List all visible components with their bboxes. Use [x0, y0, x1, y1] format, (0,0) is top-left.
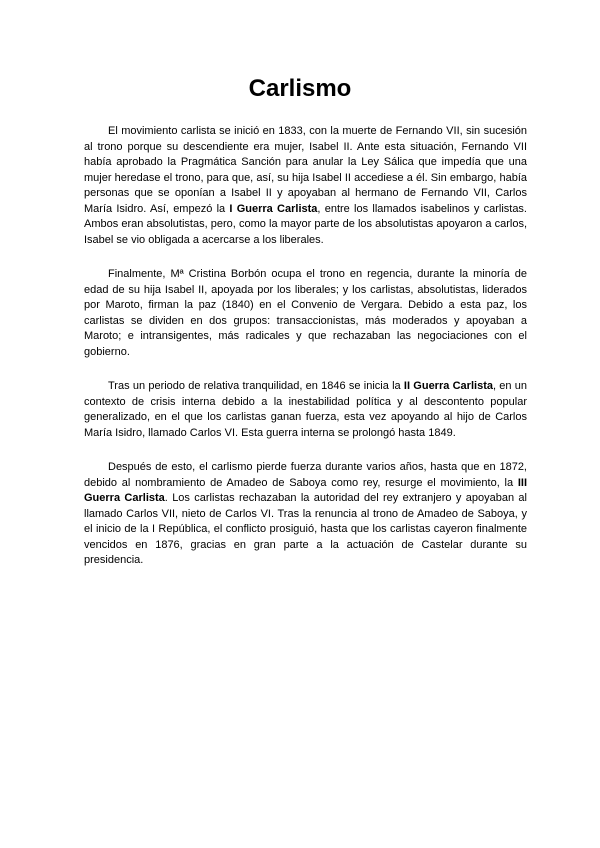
- paragraph-text: , entre los llamados isabelinos y carlistas. Ambos eran absolutistas, pero, como la mayor parte de los absolutistas apoyaron a carlos, Isabel se vio obligada a acercarse a los liberales.: [84, 202, 527, 246]
- body-text: [84, 124, 527, 588]
- bold-term-iii-guerra-carlista: III Guerra Carlista: [84, 476, 527, 504]
- paragraph-text: Después de esto, el carlismo pierde fuerza durante varios años, hasta que en 1872, debido al nombramiento de Amadeo de Saboya como rey, resurge el movimiento, la: [84, 461, 527, 489]
- bold-term-i-guerra-carlista: I Guerra Carlista: [229, 202, 318, 215]
- paragraph-4: [84, 460, 527, 569]
- paragraph-text: Finalmente, Mª Cristina Borbón ocupa el trono en regencia, durante la minoría de edad de su hija Isabel II, apoyada por los liberales; y los carlistas, absolutistas, liderados por Maroto, firman la paz (1840) en el Convenio de Vergara. Debido a esta paz, los carlistas se dividen en dos grupos: transaccionistas, más moderados y apoyaban a Maroto; e intransigentes, más radicales y que rechazaban las negociaciones con el gobierno.: [84, 268, 527, 358]
- paragraph-text: El movimiento carlista se inició en 1833, con la muerte de Fernando VII, sin sucesión al trono porque su descendiente era mujer, Isabel II. Ante esta situación, Fernando VII había aprobado la Pragmática Sanción para anular la Ley Sálica que impedía que una mujer heredase el trono, para que, así, su hija Isabel II accediese a él. Sin embargo, había personas que se oponían a Isabel II y apoyaban al hermano de Fernando VII, Carlos María Isidro. Así, empezó la: [84, 125, 527, 215]
- paragraph-2: [84, 267, 527, 360]
- page-title: Carlismo: [248, 75, 352, 102]
- paragraph-text: Tras un periodo de relativa tranquilidad, en 1846 se inicia la: [108, 380, 404, 392]
- paragraph-3: [84, 379, 527, 441]
- paragraph-1: [84, 124, 527, 248]
- paragraph-text: . Los carlistas rechazaban la autoridad del rey extranjero y apoyaban al llamado Carlos VII, nieto de Carlos VI. Tras la renuncia al trono de Amadeo de Saboya, y el inicio de la I República, el conflicto prosiguió, hasta que los carlistas cayeron finalmente vencidos en 1876, gracias en gran parte a la actuación de Castelar durante su presidencia.: [84, 492, 527, 566]
- paragraph-text: , en un contexto de crisis interna debido a la inestabilidad política y al descontento popular generalizado, en el que los carlistas ganan fuerza, esta vez apoyando al hijo de Carlos María Isidro, llamado Carlos VI. Esta guerra interna se prolongó hasta 1849.: [84, 380, 528, 439]
- bold-term-ii-guerra-carlista: II Guerra Carlista: [403, 380, 493, 392]
